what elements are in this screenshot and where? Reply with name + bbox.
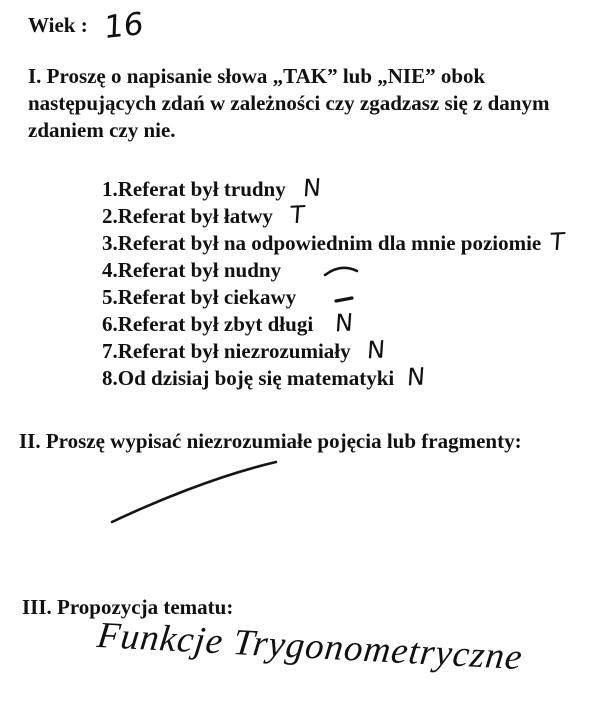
statement-row-4 — [102, 257, 565, 284]
statement-text: 3.Referat był na odpowiednim dla mnie poziomie — [102, 231, 542, 255]
statement-list — [102, 173, 566, 392]
handwritten-answer-n: N — [301, 173, 322, 203]
statement-text: 4.Referat był nudny — [102, 258, 282, 282]
dash-mark-icon — [334, 284, 354, 311]
statement-row-8 — [102, 362, 565, 392]
statement-row-2 — [102, 200, 565, 230]
statement-text: 2.Referat był łatwy — [102, 204, 273, 228]
statement-text: 8.Od dzisiaj boję się matematyki — [102, 366, 395, 390]
age-row — [28, 5, 144, 47]
statement-text: 5.Referat był ciekawy — [102, 285, 297, 309]
age-value-handwritten: 16 — [103, 5, 144, 47]
section1-heading-line2: następujących zdań w zależności czy zgadzasz się z danym — [28, 91, 550, 115]
topic-handwritten: Funkcje Trygonometryczne — [94, 614, 526, 679]
section1-heading — [28, 63, 603, 144]
statement-text: 6.Referat był zbyt długi — [102, 312, 314, 336]
arc-mark-icon — [323, 257, 359, 284]
statement-row-5 — [102, 284, 565, 311]
statement-text: 7.Referat był niezrozumiały — [102, 339, 351, 363]
statement-row-1 — [102, 173, 565, 203]
section1-heading-line3: zdaniem czy nie. — [28, 118, 176, 142]
statement-text: 1.Referat był trudny — [102, 177, 286, 201]
handwritten-answer-t: T — [288, 200, 306, 230]
statement-row-6 — [102, 308, 565, 338]
handwritten-answer-n: N — [334, 308, 355, 338]
handwritten-answer-n: N — [406, 362, 427, 392]
handwritten-answer-n: N — [365, 335, 386, 365]
section2-heading: II. Proszę wypisać niezrozumiałe pojęcia lub fragmenty: — [19, 429, 522, 453]
statement-row-7 — [102, 335, 565, 365]
statement-row-3 — [102, 227, 566, 257]
section3-heading: III. Propozycja tematu: — [22, 595, 234, 619]
handwritten-answer-t: T — [549, 227, 566, 257]
handwritten-stroke-icon — [108, 456, 284, 528]
section1-heading-line1: I. Proszę o napisanie słowa „TAK” lub „NIE” obok — [28, 64, 486, 88]
age-label: Wiek : — [28, 13, 88, 37]
